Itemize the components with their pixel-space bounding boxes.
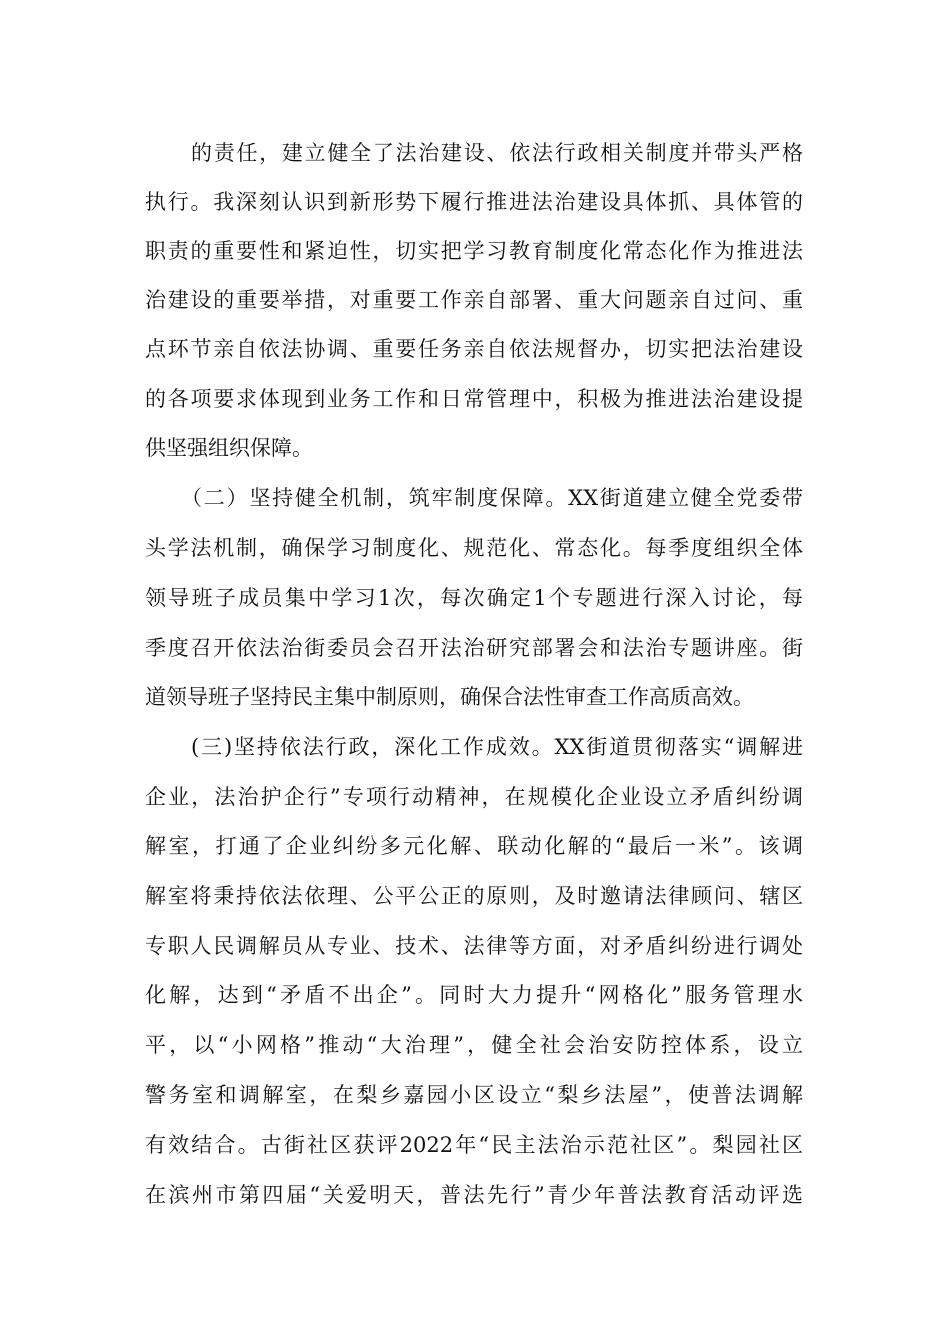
- paragraph-3-line-6: 化解，达到“矛盾不出企”。同时大力提升“网格化”服务管理水: [145, 983, 803, 1007]
- paragraph-3-line-3: 解室，打通了企业纠纷多元化解、联动化解的“最后一米”。该调: [145, 834, 803, 858]
- paragraph-3-line-2: 企业，法治护企行”专项行动精神，在规模化企业设立矛盾纠纷调: [145, 785, 803, 809]
- paragraph-3-line-1: (三)坚持依法行政，深化工作成效。XX街道贯彻落实“调解进: [191, 735, 803, 759]
- paragraph-3-line-7: 平，以“小网格”推动“大治理”，健全社会治安防控体系，设立: [145, 1033, 803, 1057]
- paragraph-2-line-4: 季度召开依法治街委员会召开法治研究部署会和法治专题讲座。街: [145, 636, 803, 660]
- paragraph-1-line-6: 的各项要求体现到业务工作和日常管理中，积极为推进法治建设提: [145, 387, 803, 411]
- paragraph-1-line-1: 的责任，建立健全了法治建设、依法行政相关制度并带头严格: [191, 141, 803, 165]
- paragraph-1-line-4: 治建设的重要举措，对重要工作亲自部署、重大问题亲自过问、重: [145, 288, 803, 312]
- paragraph-1-line-7: 供坚强组织保障。: [145, 436, 313, 460]
- paragraph-3-line-9: 有效结合。古街社区获评2022年“民主法治示范社区”。梨园社区: [145, 1133, 803, 1157]
- paragraph-2-line-2: 头学法机制，确保学习制度化、规范化、常态化。每季度组织全体: [145, 536, 803, 560]
- paragraph-1-line-2: 执行。我深刻认识到新形势下履行推进法治建设具体抓、具体管的: [145, 190, 803, 214]
- paragraph-3-line-5: 专职人民调解员从专业、技术、法律等方面，对矛盾纠纷进行调处: [145, 934, 803, 958]
- paragraph-2-line-5: 道领导班子坚持民主集中制原则，确保合法性审查工作高质高效。: [145, 685, 754, 709]
- paragraph-3-line-8: 警务室和调解室，在梨乡嘉园小区设立“梨乡法屋”，使普法调解: [145, 1083, 803, 1107]
- paragraph-1-line-5: 点环节亲自依法协调、重要任务亲自依法规督办，切实把法治建设: [145, 337, 803, 361]
- paragraph-2-line-1: （二）坚持健全机制，筑牢制度保障。XX街道建立健全党委带: [181, 486, 803, 510]
- paragraph-1-line-3: 职责的重要性和紧迫性，切实把学习教育制度化常态化作为推进法: [145, 239, 803, 263]
- paragraph-3-line-4: 解室将秉持依法依理、公平公正的原则，及时邀请法律顾问、辖区: [145, 884, 803, 908]
- paragraph-2-line-3: 领导班子成员集中学习1次，每次确定1个专题进行深入讨论，每: [145, 586, 803, 610]
- paragraph-3-line-10: 在滨州市第四届“关爱明天，普法先行”青少年普法教育活动评选: [145, 1183, 803, 1207]
